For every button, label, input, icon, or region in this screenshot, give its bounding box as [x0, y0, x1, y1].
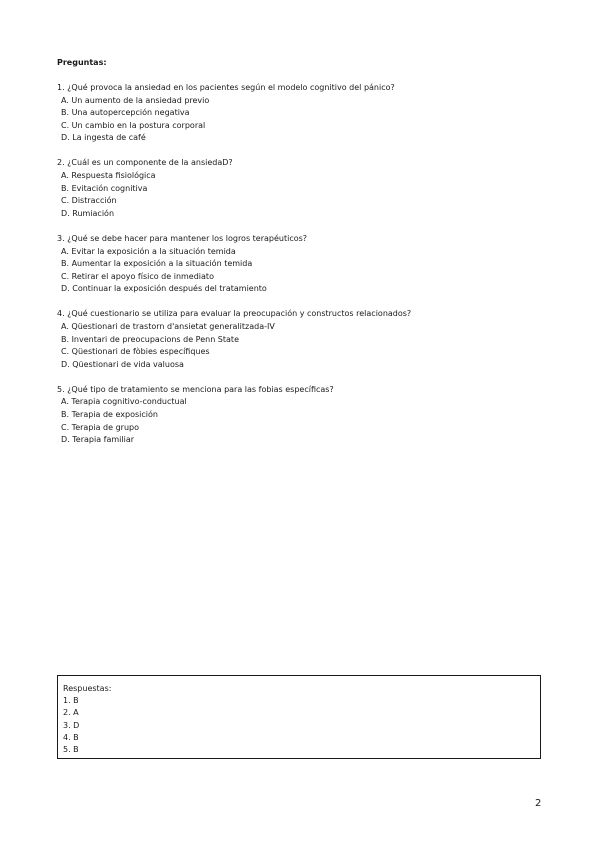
question-text: 5. ¿Qué tipo de tratamiento se menciona para las fobias específicas? [57, 384, 334, 394]
answer-option: C. Qüestionari de fòbies específiques [61, 347, 210, 357]
answer-option: C. Retirar el apoyo físico de inmediato [61, 271, 214, 281]
answer-key-line: 4. B [63, 732, 79, 742]
answer-option: A. Evitar la exposición a la situación temida [61, 246, 236, 256]
answer-option: D. Terapia familiar [61, 435, 135, 445]
answer-key-line: 2. A [63, 708, 79, 718]
answer-option: C. Un cambio en la postura corporal [61, 120, 206, 130]
answer-option: A. Respuesta fisiológica [61, 171, 156, 181]
answer-option: B. Aumentar la exposición a la situación temida [61, 259, 253, 269]
question-text: 1. ¿Qué provoca la ansiedad en los pacientes según el modelo cognitivo del pánico? [57, 83, 395, 92]
answer-option: B. Evitación cognitiva [61, 183, 148, 193]
answer-option: B. Una autopercepción negativa [61, 108, 190, 118]
section-heading: Preguntas: [57, 58, 107, 67]
answer-option: B. Inventari de preocupacions de Penn State [61, 334, 239, 344]
answer-option: A. Qüestionari de trastorn d'ansietat generalitzada-IV [61, 322, 275, 331]
question-text: 3. ¿Qué se debe hacer para mantener los logros terapéuticos? [57, 233, 308, 243]
answer-key-line: 1. B [63, 696, 79, 706]
answer-key-line: 3. D [63, 720, 80, 730]
answer-option: D. Continuar la exposición después del tratamiento [61, 284, 267, 294]
question-block-2 [57, 157, 557, 220]
answer-key-title: Respuestas: [63, 684, 112, 693]
question-block-5 [57, 384, 557, 447]
question-block-4 [57, 308, 557, 371]
answer-option: A. Terapia cognitivo-conductual [61, 397, 187, 407]
question-list [57, 82, 557, 459]
answer-key-line: 5. B [63, 745, 79, 755]
answer-option: D. Rumiación [61, 208, 115, 218]
answer-option: A. Un aumento de la ansiedad previo [61, 95, 210, 105]
answer-option: B. Terapia de exposición [61, 410, 158, 420]
answer-option: C. Terapia de grupo [61, 422, 140, 432]
answer-option: D. Qüestionari de vida valuosa [61, 359, 184, 369]
page-number: 2 [535, 798, 542, 809]
answer-key-box [57, 675, 541, 759]
answer-option: C. Distracción [61, 196, 117, 206]
question-block-1 [57, 82, 557, 145]
question-text: 4. ¿Qué cuestionario se utiliza para evaluar la preocupación y constructos relacionados? [57, 309, 412, 319]
question-text: 2. ¿Cuál es un componente de la ansiedaD? [57, 158, 233, 168]
answer-option: D. La ingesta de café [61, 133, 146, 143]
question-block-3 [57, 233, 557, 296]
